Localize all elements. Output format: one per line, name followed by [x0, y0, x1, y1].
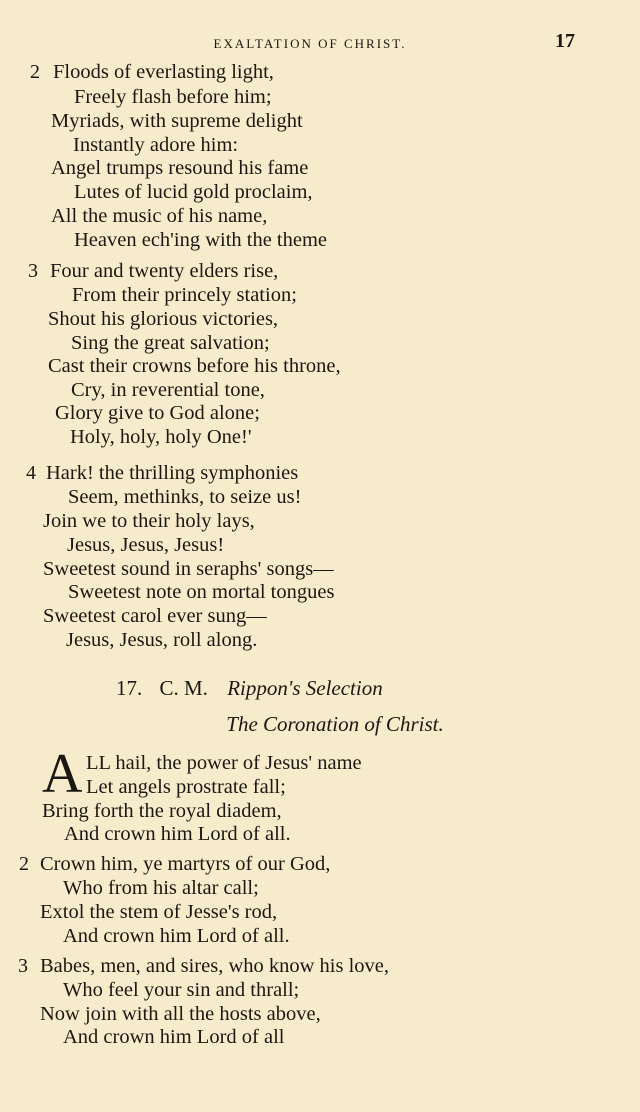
verse-line: Sing the great salvation; [71, 332, 270, 354]
stanza-number: 2 [19, 853, 29, 875]
verse-line: Sweetest carol ever sung— [43, 605, 267, 627]
verse-line: Sweetest note on mortal tongues [68, 581, 335, 603]
verse-line: Jesus, Jesus, Jesus! [67, 534, 225, 556]
stanza-number: 2 [30, 61, 40, 83]
page-number: 17 [555, 30, 575, 52]
verse-line: Now join with all the hosts above, [40, 1003, 321, 1025]
stanza-number: 4 [26, 462, 36, 484]
verse-line: Bring forth the royal diadem, [42, 800, 282, 822]
hymn-heading [116, 676, 383, 701]
hymn-title: The Coronation of Christ. [226, 712, 444, 736]
verse-line: Four and twenty elders rise, [50, 260, 279, 282]
verse-line: Who feel your sin and thrall; [63, 979, 300, 1001]
verse-line: Lutes of lucid gold proclaim, [74, 181, 313, 203]
hymn-number: 17. [116, 676, 143, 700]
verse-line: LL hail, the power of Jesus' name [86, 752, 362, 774]
verse-line: Glory give to God alone; [55, 402, 260, 424]
drop-cap: A [42, 743, 83, 805]
hymn-meter: C. M. [159, 676, 208, 700]
verse-line: And crown him Lord of all [63, 1026, 285, 1048]
hymn-source: Rippon's Selection [227, 676, 383, 700]
verse-line: And crown him Lord of all. [64, 823, 291, 845]
verse-line: Freely flash before him; [74, 86, 272, 108]
verse-line: And crown him Lord of all. [63, 925, 290, 947]
verse-line: Cast their crowns before his throne, [48, 355, 341, 377]
verse-line: Angel trumps resound his fame [51, 157, 309, 179]
verse-line: Heaven ech'ing with the theme [74, 229, 328, 251]
verse-line: All the music of his name, [51, 205, 268, 227]
verse-line: Cry, in reverential tone, [71, 379, 265, 401]
verse-line: Jesus, Jesus, roll along. [66, 629, 258, 651]
stanza-number: 3 [28, 260, 38, 282]
verse-line: From their princely station; [72, 284, 297, 306]
verse-line: Who from his altar call; [63, 877, 259, 899]
verse-line: Seem, methinks, to seize us! [68, 486, 302, 508]
verse-line: Join we to their holy lays, [43, 510, 255, 532]
verse-line: Floods of everlasting light, [53, 61, 274, 83]
verse-line: Myriads, with supreme delight [51, 110, 303, 132]
verse-line: Holy, holy, holy One!' [70, 426, 252, 448]
stanza-number: 3 [18, 955, 28, 977]
running-title: EXALTATION OF CHRIST. [213, 36, 407, 51]
verse-line: Instantly adore him: [73, 134, 239, 156]
verse-line: Hark! the thrilling symphonies [46, 462, 299, 484]
verse-line: Babes, men, and sires, who know his love, [40, 955, 390, 977]
verse-line: Extol the stem of Jesse's rod, [40, 901, 278, 923]
verse-line: Crown him, ye martyrs of our God, [40, 853, 331, 875]
verse-line: Sweetest sound in seraphs' songs— [43, 558, 334, 580]
verse-line: Shout his glorious victories, [48, 308, 279, 330]
verse-line: Let angels prostrate fall; [86, 776, 286, 798]
